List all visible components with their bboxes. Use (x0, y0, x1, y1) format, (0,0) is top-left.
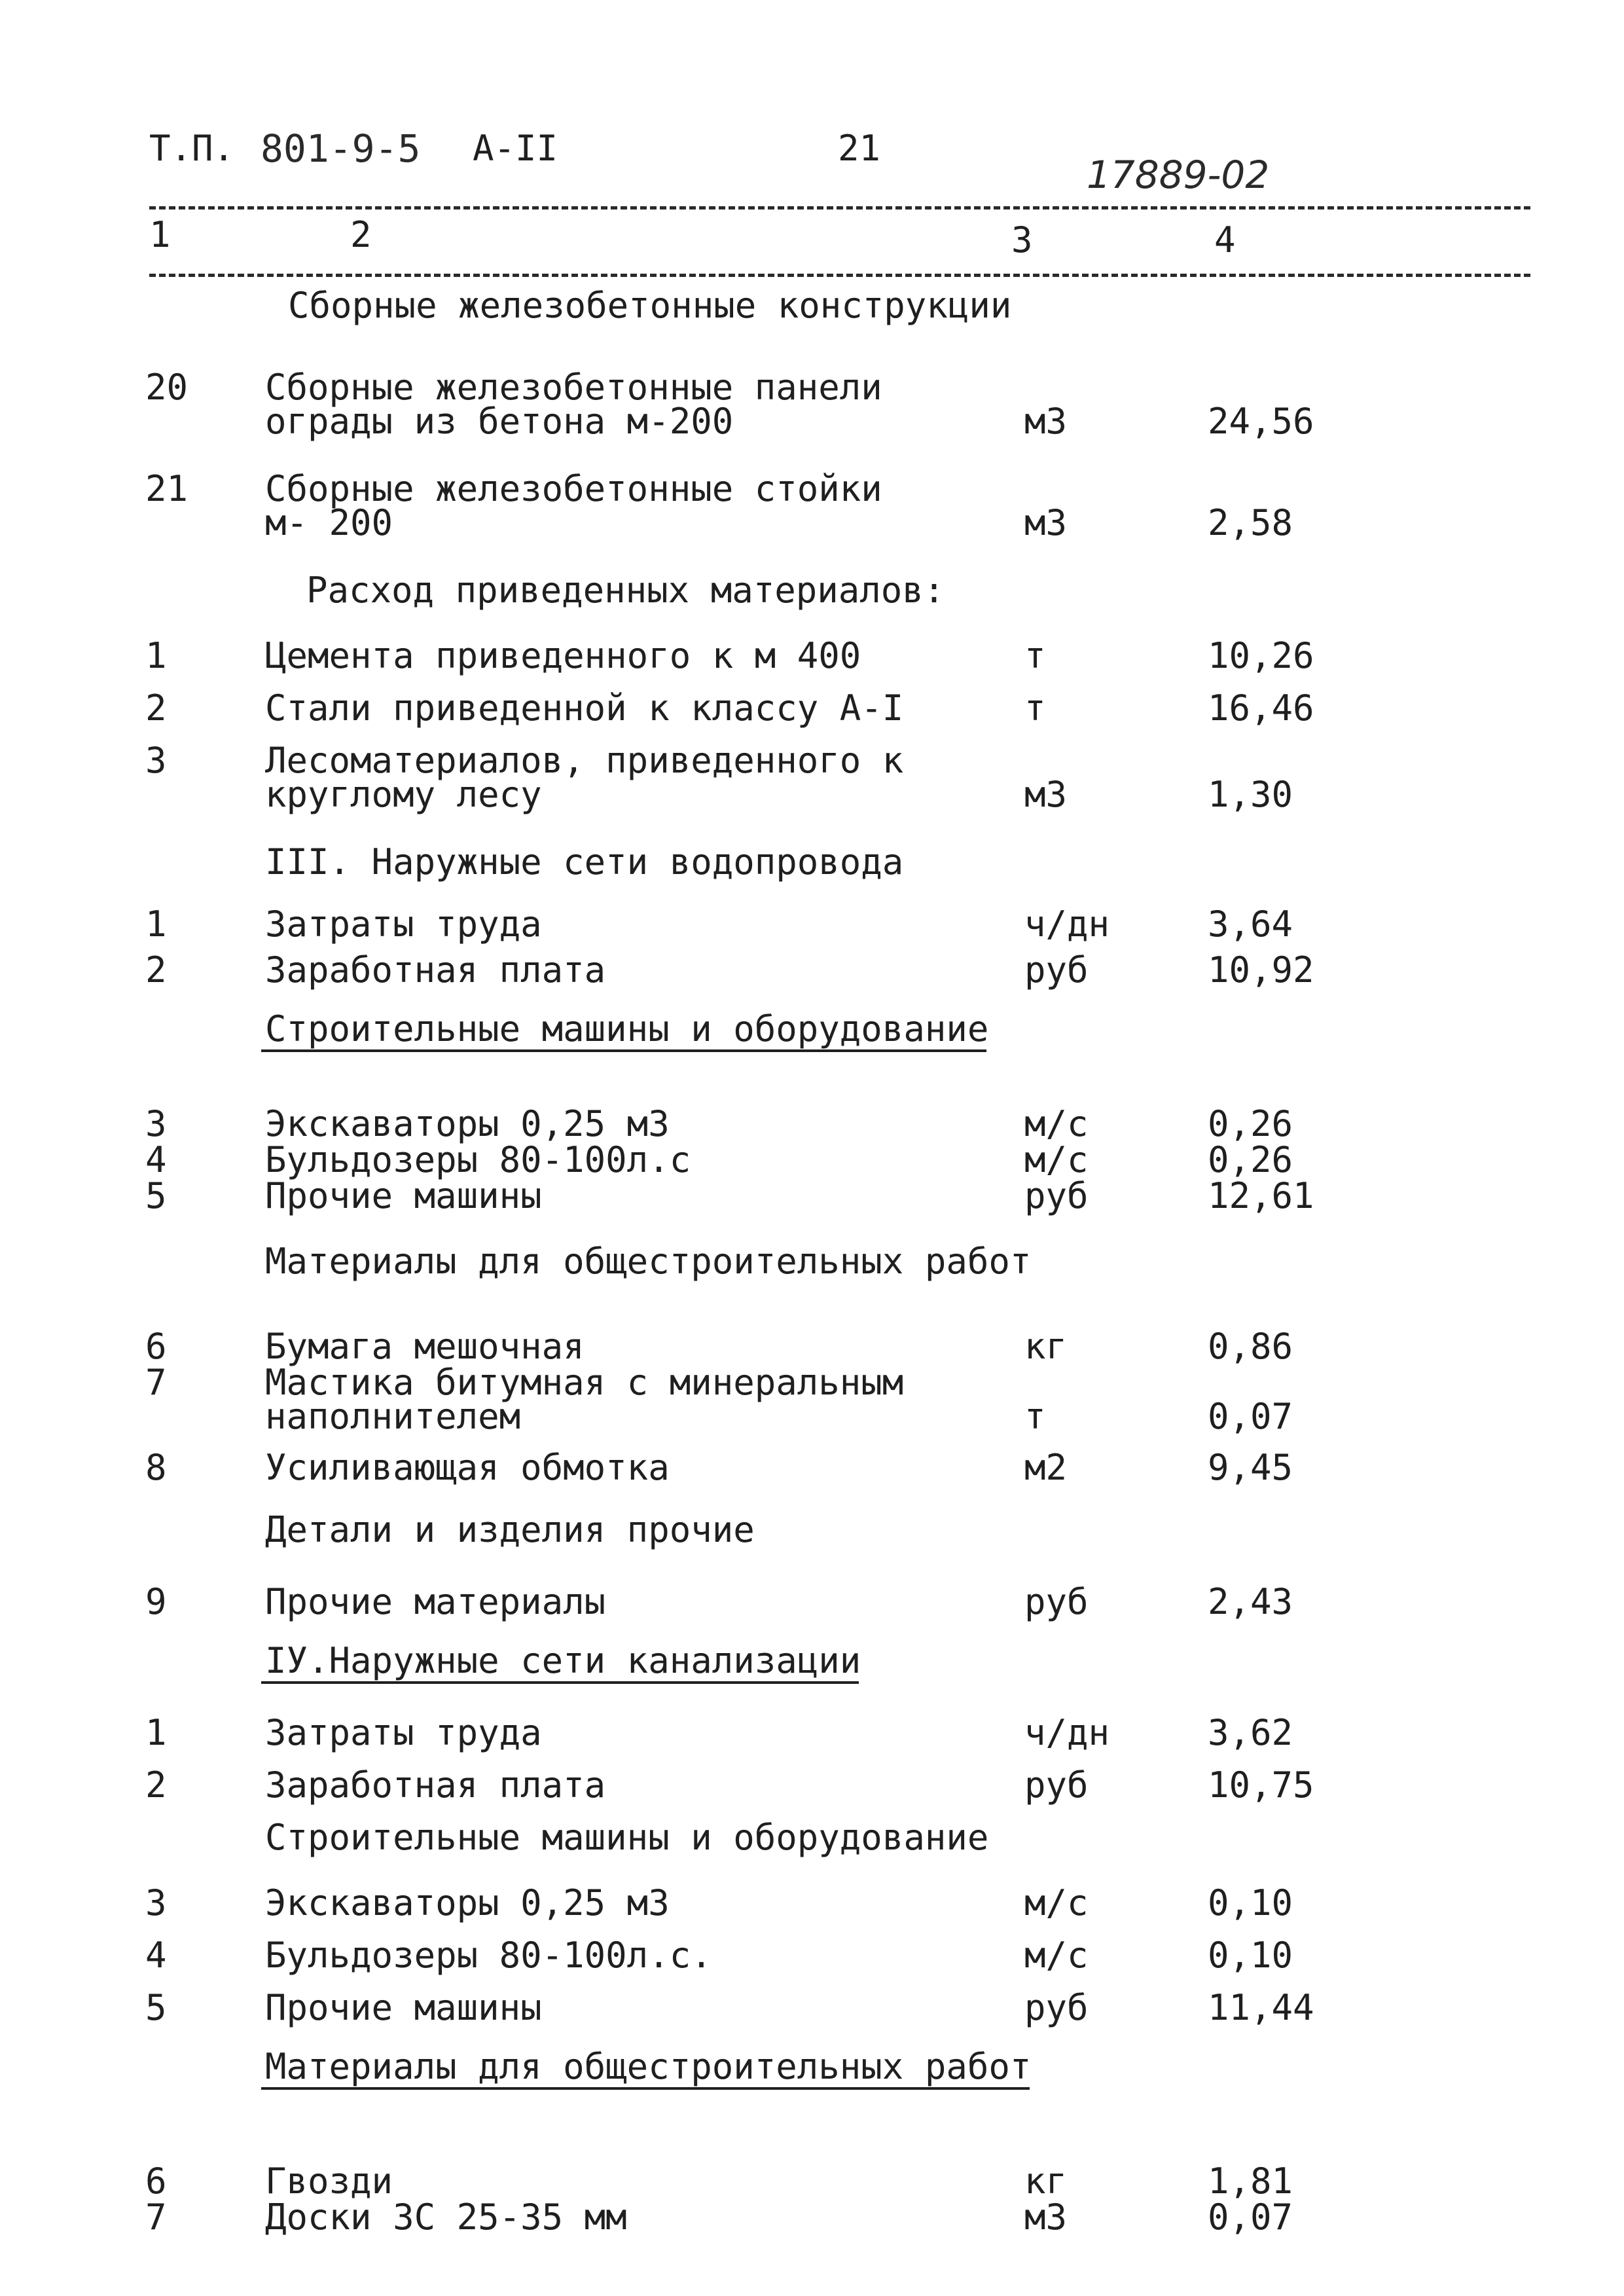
item-value: 10,75 (1208, 1764, 1314, 1806)
col-header-3: 3 (1011, 219, 1033, 261)
item-name: Лесоматериалов, приведенного к (265, 740, 904, 781)
item-value: 0,07 (1208, 1396, 1293, 1437)
item-value: 11,44 (1208, 1987, 1314, 2028)
item-name: Прочие машины (265, 1175, 542, 1216)
item-name: Прочие машины (265, 1987, 542, 2028)
col-header-2: 2 (350, 214, 372, 255)
item-value: 0,26 (1208, 1139, 1293, 1180)
row-number: 5 (145, 1175, 167, 1216)
item-value: 0,86 (1208, 1326, 1293, 1367)
row-number: 4 (145, 1139, 167, 1180)
row-number: 6 (145, 2160, 167, 2202)
item-unit: руб (1024, 1175, 1089, 1216)
item-unit: м3 (1024, 502, 1068, 543)
item-unit: м/с (1024, 1935, 1089, 1976)
row-number: 9 (145, 1581, 167, 1622)
item-value: 3,64 (1208, 903, 1293, 945)
item-value: 16,46 (1208, 687, 1314, 729)
item-value: 2,58 (1208, 502, 1293, 543)
item-unit: ч/дн (1024, 1712, 1110, 1753)
item-value: 9,45 (1208, 1447, 1293, 1488)
row-number: 8 (145, 1447, 167, 1488)
item-value: 0,07 (1208, 2196, 1293, 2238)
item-value: 1,30 (1208, 774, 1293, 815)
section-heading: IУ.Наружные сети канализации (265, 1640, 861, 1681)
item-unit: руб (1024, 1764, 1089, 1806)
item-unit: кг (1024, 1326, 1068, 1367)
item-name: Бульдозеры 80-100л.с. (265, 1935, 712, 1976)
doc-code-handwritten: 17889-02 (1087, 153, 1270, 197)
item-unit: т (1024, 635, 1046, 676)
row-number: 4 (145, 1935, 167, 1976)
doc-album: А-II (473, 128, 558, 169)
row-number: 1 (145, 903, 167, 945)
item-unit: т (1024, 687, 1046, 729)
item-name: Сборные железобетонные панели (265, 367, 882, 408)
item-name: Мастика битумная с минеральным (265, 1362, 904, 1403)
section-heading: III. Наружные сети водопровода (265, 841, 904, 883)
item-name: наполнителем (265, 1396, 521, 1437)
section-heading: Материалы для общестроительных работ (265, 1241, 1032, 1282)
row-number: 3 (145, 1882, 167, 1923)
section-heading: Материалы для общестроительных работ (265, 2046, 1032, 2087)
item-name: Стали приведенной к классу А-I (265, 687, 904, 729)
item-name: Доски 3С 25-35 мм (265, 2196, 627, 2238)
item-name: Бумага мешочная (265, 1326, 585, 1367)
item-name: м- 200 (265, 502, 393, 543)
item-name: Сборные железобетонные стойки (265, 468, 882, 509)
item-value: 0,26 (1208, 1103, 1293, 1144)
row-number: 1 (145, 1712, 167, 1753)
item-value: 0,10 (1208, 1882, 1293, 1923)
section-heading: Строительные машины и оборудование (265, 1817, 989, 1858)
section-underline (261, 2087, 1030, 2090)
item-unit: руб (1024, 1987, 1089, 2028)
item-name: Заработная плата (265, 1764, 606, 1806)
item-value: 12,61 (1208, 1175, 1314, 1216)
section-heading: Детали и изделия прочие (265, 1509, 755, 1550)
col-header-1: 1 (149, 214, 171, 255)
item-value: 24,56 (1208, 401, 1314, 442)
item-unit: кг (1024, 2160, 1068, 2202)
item-name: Экскаваторы 0,25 м3 (265, 1882, 670, 1923)
item-name: Заработная плата (265, 949, 606, 991)
row-number: 3 (145, 1103, 167, 1144)
item-name: Усиливающая обмотка (265, 1447, 670, 1488)
item-name: Прочие материалы (265, 1581, 606, 1622)
item-value: 10,26 (1208, 635, 1314, 676)
item-unit: руб (1024, 949, 1089, 991)
row-number: 2 (145, 687, 167, 729)
item-unit: м/с (1024, 1882, 1089, 1923)
item-value: 3,62 (1208, 1712, 1293, 1753)
row-number: 2 (145, 949, 167, 991)
item-unit: м3 (1024, 774, 1068, 815)
item-name: Затраты труда (265, 903, 542, 945)
section-heading: Строительные машины и оборудование (265, 1008, 989, 1049)
row-number: 2 (145, 1764, 167, 1806)
row-number: 21 (145, 468, 189, 509)
section-underline (261, 1049, 986, 1052)
col-header-4: 4 (1214, 219, 1236, 261)
row-number: 6 (145, 1326, 167, 1367)
doc-tp-label: Т.П. (149, 128, 235, 169)
section-heading: Сборные железобетонные конструкции (288, 285, 1012, 326)
item-unit: т (1024, 1396, 1046, 1437)
header-rule-bottom (149, 274, 1530, 277)
item-unit: ч/дн (1024, 903, 1110, 945)
row-number: 20 (145, 367, 189, 408)
item-unit: м/с (1024, 1103, 1089, 1144)
item-name: круглому лесу (265, 774, 542, 815)
item-unit: м3 (1024, 401, 1068, 442)
row-number: 1 (145, 635, 167, 676)
item-name: Гвозди (265, 2160, 393, 2202)
item-name: Затраты труда (265, 1712, 542, 1753)
item-unit: м/с (1024, 1139, 1089, 1180)
item-value: 2,43 (1208, 1581, 1293, 1622)
item-unit: руб (1024, 1581, 1089, 1622)
doc-series: 801-9-5 (261, 126, 421, 171)
item-name: ограды из бетона м-200 (265, 401, 734, 442)
item-unit: м3 (1024, 2196, 1068, 2238)
item-value: 0,10 (1208, 1935, 1293, 1976)
item-unit: м2 (1024, 1447, 1068, 1488)
item-value: 1,81 (1208, 2160, 1293, 2202)
item-name: Цемента приведенного к м 400 (265, 635, 861, 676)
section-heading: Расход приведенных материалов: (306, 570, 945, 611)
item-name: Бульдозеры 80-100л.с (265, 1139, 691, 1180)
item-name: Экскаваторы 0,25 м3 (265, 1103, 670, 1144)
row-number: 7 (145, 2196, 167, 2238)
header-rule-top (149, 206, 1530, 210)
section-underline (261, 1681, 859, 1684)
page-number: 21 (838, 128, 881, 169)
row-number: 5 (145, 1987, 167, 2028)
item-value: 10,92 (1208, 949, 1314, 991)
row-number: 7 (145, 1362, 167, 1403)
row-number: 3 (145, 740, 167, 781)
